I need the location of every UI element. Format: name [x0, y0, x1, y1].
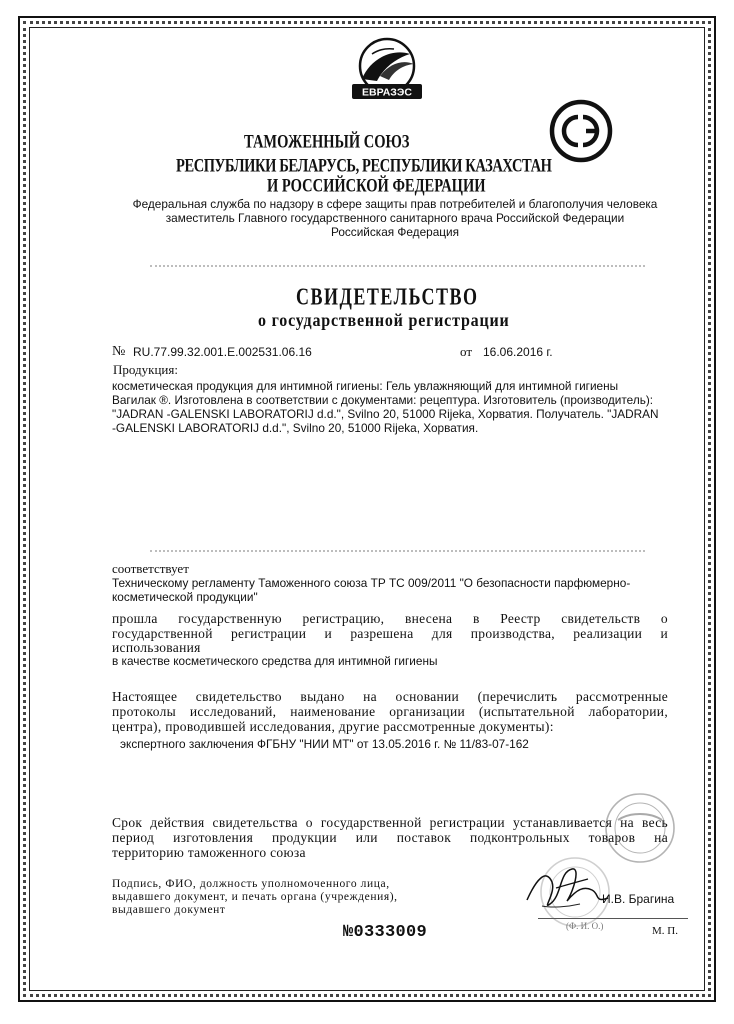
basis-line-1: Настоящее свидетельство выдано на основании (перечислить рассмотренные — [112, 689, 668, 704]
signature-caption-line-2: выдавшего документ, и печать органа (учреждения), — [112, 891, 398, 903]
signatory-name: И.В. Брагина — [602, 892, 675, 906]
product-line-3: "JADRAN -GALENSKI LABORATORIJ d.d.", Svilno 20, 51000 Rijeka, Хорватия. Получатель. "JADRAN — [112, 407, 659, 421]
issuer-caption-rule — [150, 265, 645, 267]
authority-line-1: Федеральная служба по надзору в сфере защиты прав потребителей и благополучия человека — [132, 197, 658, 211]
fio-caption: (Ф. И. О.) — [566, 921, 604, 931]
authority-line-3: Российская Федерация — [330, 225, 459, 239]
basis-document: экспертного заключения ФГБНУ "НИИ МТ" от 13.05.2016 г. № 11/83-07-162 — [120, 737, 529, 751]
se-conformity-mark-icon — [548, 98, 614, 164]
basis-line-3: центра), проводившей исследования, другие рассмотренные документы): — [112, 719, 554, 734]
registration-status-line-3: использования — [112, 640, 201, 655]
authority-line-2: заместитель Главного государственного санитарного врача Российской Федерации — [165, 211, 625, 225]
product-caption-rule — [150, 550, 645, 552]
registration-status-line-2: государственной регистрации и разрешена для производства, реализации и — [112, 626, 668, 641]
conformity-line-2: косметической продукции" — [112, 590, 258, 604]
form-serial-number: №0333009 — [343, 923, 428, 942]
basis-line-2: протоколы исследований, наименование организации (испытательной лаборатории, — [112, 704, 668, 719]
signature-caption-line-3: выдавшего документ — [112, 904, 226, 916]
eurasec-emblem-icon — [342, 34, 432, 104]
seal-place-label: М. П. — [652, 925, 678, 937]
handwritten-signature-icon — [522, 858, 612, 918]
registration-status-line-1: прошла государственную регистрацию, внесена в Реестр свидетельств о — [112, 611, 668, 626]
validity-line-2: период изготовления продукции или поставок подконтрольных товаров на — [112, 830, 668, 845]
registration-number: RU.77.99.32.001.Е.002531.06.16 — [133, 345, 312, 359]
registration-number-sign: № — [112, 344, 126, 359]
conformity-label: соответствует — [112, 561, 189, 576]
registration-date: 16.06.2016 г. — [483, 345, 553, 359]
product-line-2: Вагилак ®. Изготовлена в соответствии с документами: рецептура. Изготовитель (производитель): — [112, 393, 654, 407]
conformity-line-1: Техническому регламенту Таможенного союза ТР ТС 009/2011 "О безопасности парфюмерно- — [112, 576, 631, 590]
signature-caption-line-1: Подпись, ФИО, должность уполномоченного лица, — [112, 878, 390, 890]
product-line-4: -GALENSKI LABORATORIJ d.d.", Svilno 20, 51000 Rijeka, Хорватия. — [112, 421, 479, 435]
customs-union-title: ТАМОЖЕННЫЙ СОЮЗ — [244, 132, 410, 153]
eurasec-emblem-label: ЕВРАЗЭС — [362, 86, 412, 99]
signatory-underline — [538, 918, 688, 919]
registration-purpose: в качестве косметического средства для интимной гигиены — [112, 654, 438, 668]
product-label: Продукция: — [113, 362, 178, 377]
certificate-subtitle: о государственной регистрации — [258, 311, 510, 331]
registration-date-prefix: от — [460, 344, 473, 359]
product-line-1: косметическая продукция для интимной гигиены: Гель увлажняющий для интимной гигиены — [112, 379, 619, 393]
validity-line-1: Срок действия свидетельства о государственной регистрации устанавливается на весь — [112, 815, 668, 830]
validity-line-3: территорию таможенного союза — [112, 845, 306, 860]
republics-title-line-1: РЕСПУБЛИКИ БЕЛАРУСЬ, РЕСПУБЛИКИ КАЗАХСТАН — [176, 156, 552, 177]
republics-title-line-2: И РОССИЙСКОЙ ФЕДЕРАЦИИ — [267, 176, 486, 197]
certificate-title: СВИДЕТЕЛЬСТВО — [296, 283, 479, 310]
